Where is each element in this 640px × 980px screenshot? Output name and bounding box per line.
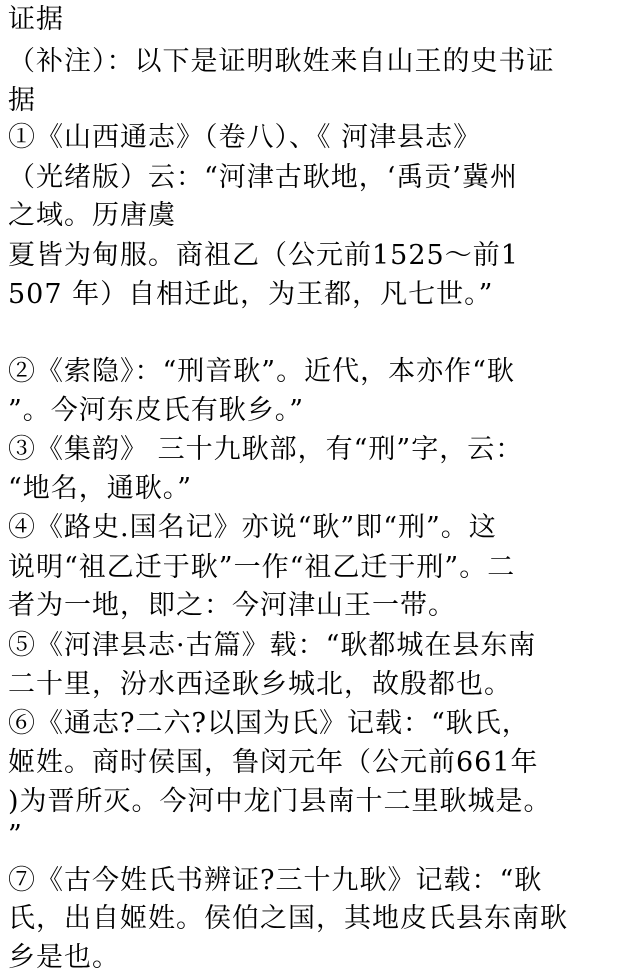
text-line: 二十里，汾水西迳耿乡城北，故殷都也。 <box>8 669 512 700</box>
text-line: 据 <box>8 85 36 116</box>
text-line: ④《路史.国名记》亦说“耿”即“刑”。这 <box>8 512 497 543</box>
text-line: 507 年）自相迁此，为王都，凡七世。” <box>8 279 494 310</box>
text-line: ①《山西通志》（卷八）、《 河津县志》 <box>8 122 482 153</box>
text-line: ”。今河东皮氏有耿乡。” <box>8 395 305 426</box>
text-line: 者为一地，即之：今河津山王一带。 <box>8 590 456 621</box>
text-line: 乡是也。 <box>8 942 120 973</box>
text-line: ⑦《古今姓氏书辨证?三十九耿》记载：“耿 <box>8 865 543 896</box>
text-line: 之域。历唐虞 <box>8 200 176 231</box>
text-line: ③《集韵》 三十九耿部，有“刑”字，云： <box>8 434 524 465</box>
text-line: 姬姓。商时侯国，鲁闵元年（公元前661年 <box>8 747 539 778</box>
text-line: 夏皆为甸服。商祖乙（公元前1525～前1 <box>8 240 519 271</box>
text-line: 证据 <box>8 4 64 35</box>
text-line: ②《索隐》：“刑音耿”。近代，本亦作“耿 <box>8 356 515 387</box>
text-line: “地名，通耿。” <box>8 473 193 504</box>
text-line: 说明“祖乙迁于耿”一作“祖乙迁于刑”。二 <box>8 552 516 583</box>
text-line: ” <box>8 820 23 851</box>
text-line: （光绪版）云：“河津古耿地，‘禹贡’冀州 <box>8 162 518 193</box>
text-line: 氏，出自姬姓。侯伯之国，其地皮氏县东南耿 <box>8 903 568 934</box>
text-line: （补注）：以下是证明耿姓来自山王的史书证 <box>8 46 555 77</box>
text-line: ⑤《河津县志·古篇》载：“耿都城在县东南 <box>8 630 537 661</box>
text-line: )为晋所灭。今河中龙门县南十二里耿城是。 <box>8 786 552 817</box>
text-line: ⑥《通志?二六?以国为氏》记载：“耿氏， <box>8 708 530 739</box>
